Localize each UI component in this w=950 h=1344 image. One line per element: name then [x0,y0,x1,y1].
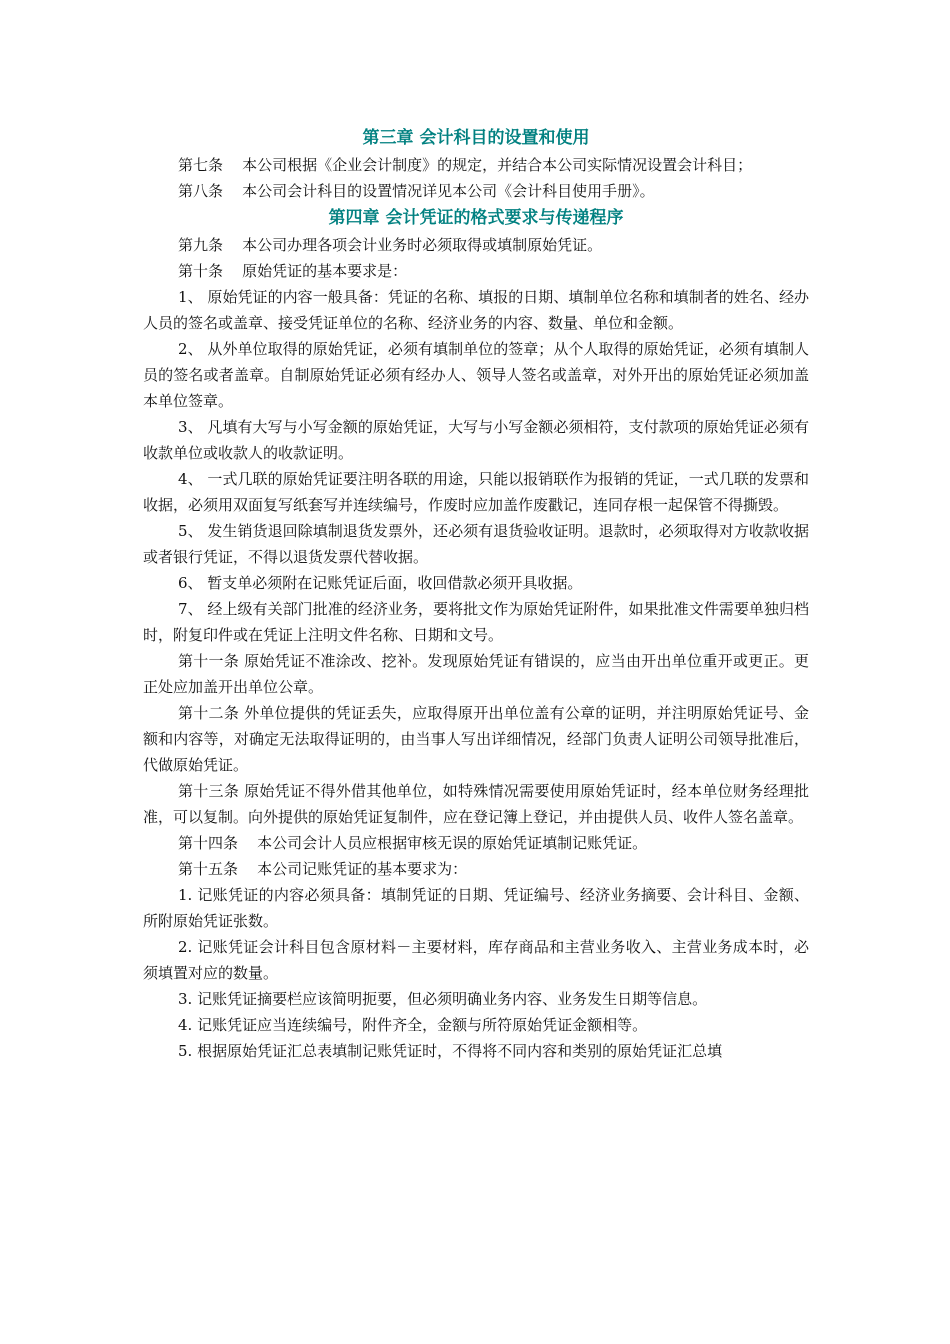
article-10-item-1: 1、 原始凭证的内容一般具备：凭证的名称、填报的日期、填制单位名称和填制者的姓名、经办人员的签名或盖章、接受凭证单位的名称、经济业务的内容、数量、单位和金额。 [143,288,809,332]
article-15: 第十五条 本公司记账凭证的基本要求为： [178,860,468,878]
article-10: 第十条 原始凭证的基本要求是： [178,262,408,280]
article-15-item-1: 1. 记账凭证的内容必须具备：填制凭证的日期、凭证编号、经济业务摘要、会计科目、金额、所附原始凭证张数。 [143,886,809,930]
article-7: 第七条 本公司根据《企业会计制度》的规定，并结合本公司实际情况设置会计科目； [178,156,753,174]
article-10-item-4: 4、 一式几联的原始凭证要注明各联的用途，只能以报销联作为报销的凭证，一式几联的发票和收据，必须用双面复写纸套写并连续编号，作废时应加盖作废戳记，连同存根一起保管不得撕毁。 [143,470,809,514]
article-15-item-3: 3. 记账凭证摘要栏应该简明扼要，但必须明确业务内容、业务发生日期等信息。 [178,990,708,1008]
chapter-3-title: 第三章 会计科目的设置和使用 [362,128,590,148]
chapter-3-section [143,152,809,204]
chapter-4-section [143,232,809,1064]
article-12: 第十二条 外单位提供的凭证丢失，应取得原开出单位盖有公章的证明，并注明原始凭证号、金额和内容等，对确定无法取得证明的，由当事人写出详细情况，经部门负责人证明公司领导批准后，代做原始凭证。 [143,704,809,774]
article-14: 第十四条 本公司会计人员应根据审核无误的原始凭证填制记账凭证。 [178,834,648,852]
article-9: 第九条 本公司办理各项会计业务时必须取得或填制原始凭证。 [178,236,603,254]
article-8: 第八条 本公司会计科目的设置情况详见本公司《会计科目使用手册》。 [178,182,655,200]
article-10-item-6: 6、 暂支单必须附在记账凭证后面，收回借款必须开具收据。 [178,574,583,592]
article-11: 第十一条 原始凭证不准涂改、挖补。发现原始凭证有错误的，应当由开出单位重开或更正。更正处应加盖开出单位公章。 [143,652,809,696]
article-10-item-7: 7、 经上级有关部门批准的经济业务，要将批文作为原始凭证附件，如果批准文件需要单独归档时，附复印件或在凭证上注明文件名称、日期和文号。 [143,600,809,644]
article-10-item-3: 3、 凡填有大写与小写金额的原始凭证，大写与小写金额必须相符，支付款项的原始凭证必须有收款单位或收款人的收款证明。 [143,418,809,462]
article-10-item-2: 2、 从外单位取得的原始凭证，必须有填制单位的签章；从个人取得的原始凭证，必须有填制人员的签名或者盖章。自制原始凭证必须有经办人、领导人签名或盖章，对外开出的原始凭证必须加盖本单位签章。 [143,340,809,410]
article-10-item-5: 5、 发生销货退回除填制退货发票外，还必须有退货验收证明。退款时，必须取得对方收款收据或者银行凭证，不得以退货发票代替收据。 [143,522,809,566]
document-body [143,124,809,1064]
article-13: 第十三条 原始凭证不得外借其他单位，如特殊情况需要使用原始凭证时，经本单位财务经理批准，可以复制。向外提供的原始凭证复制件，应在登记簿上登记，并由提供人员、收件人签名盖章。 [143,782,809,826]
chapter-4-title: 第四章 会计凭证的格式要求与传递程序 [328,208,624,228]
article-15-item-4: 4. 记账凭证应当连续编号，附件齐全，金额与所符原始凭证金额相等。 [178,1016,648,1034]
article-15-item-5: 5. 根据原始凭证汇总表填制记账凭证时，不得将不同内容和类别的原始凭证汇总填 [178,1042,723,1060]
article-15-item-2: 2. 记账凭证会计科目包含原材料－主要材料，库存商品和主营业务收入、主营业务成本时，必须填置对应的数量。 [143,938,809,982]
